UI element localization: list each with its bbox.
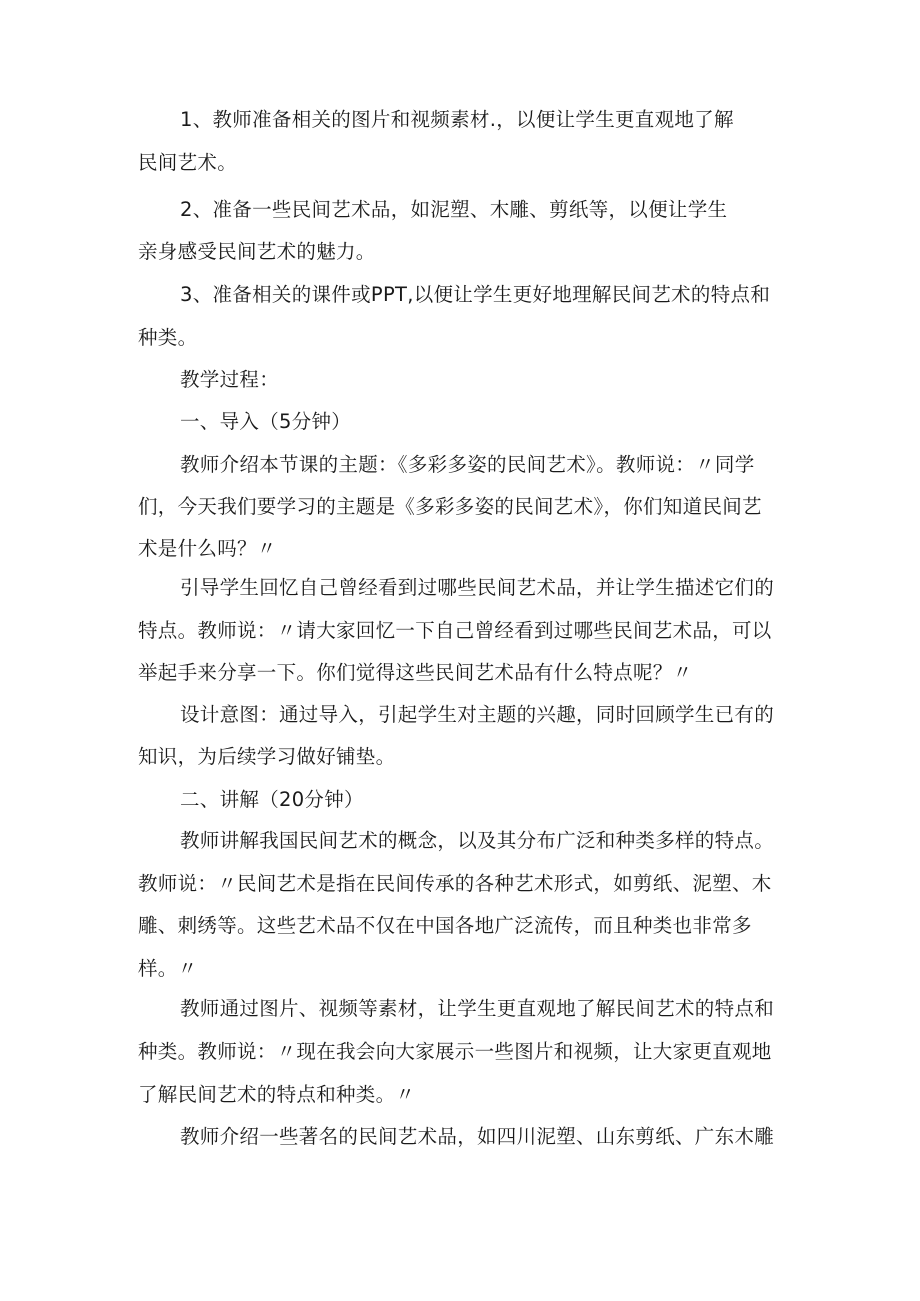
section-heading-explain: 二、讲解（20分钟） (180, 788, 364, 811)
text-line-13: 特点。教师说：〃请大家回忆一下自己曾经看到过哪些民间艺术品，可以 (138, 619, 772, 642)
text-line-9: 教师介绍本节课的主题：《多彩多姿的民间艺术》。教师说：〃同学 (180, 453, 755, 476)
text-line-5: 3、准备相关的课件或PPT,以便让学生更好地理解民间艺术的特点和 (180, 283, 771, 306)
text-line-2: 民间艺术。 (138, 151, 238, 174)
text-line-15: 设计意图：通过导入，引起学生对主题的兴趣，同时回顾学生已有的 (180, 703, 775, 726)
text-line-3: 2、准备一些民间艺术品，如泥塑、木雕、剪纸等，以便让学生 (180, 198, 728, 221)
text-line-12: 引导学生回忆自己曾经看到过哪些民间艺术品，并让学生描述它们的 (180, 576, 775, 599)
text-line-1: 1、教师准备相关的图片和视频素材.，以便让学生更直观地了解 (180, 108, 734, 131)
text-line-18: 教师讲解我国民间艺术的概念，以及其分布广泛和种类多样的特点。 (180, 829, 775, 852)
text-line-11: 术是什么吗？〃 (138, 537, 277, 560)
text-line-4: 亲身感受民间艺术的魅力。 (138, 240, 376, 263)
text-line-23: 种类。教师说：〃现在我会向大家展示一些图片和视频，让大家更直观地 (138, 1040, 772, 1063)
section-heading-process: 教学过程： (180, 368, 280, 391)
text-line-24: 了解民间艺术的特点和种类。〃 (138, 1083, 416, 1106)
text-line-19: 教师说：〃民间艺术是指在民间传承的各种艺术形式，如剪纸、泥塑、木 (138, 872, 772, 895)
text-line-25: 教师介绍一些著名的民间艺术品，如四川泥塑、山东剪纸、广东木雕 (180, 1125, 775, 1148)
text-line-14: 举起手来分享一下。你们觉得这些民间艺术品有什么特点呢？〃 (138, 661, 693, 684)
text-line-20: 雕、刺绣等。这些艺术品不仅在中国各地广泛流传，而且种类也非常多 (138, 914, 752, 937)
text-line-10: 们，今天我们要学习的主题是《多彩多姿的民间艺术》，你们知道民间艺 (138, 495, 762, 518)
text-line-6: 种类。 (138, 326, 198, 349)
text-line-21: 样。〃 (138, 957, 198, 980)
text-line-22: 教师通过图片、视频等素材，让学生更直观地了解民间艺术的特点和 (180, 997, 775, 1020)
text-line-16: 知识，为后续学习做好铺垫。 (138, 745, 396, 768)
section-heading-intro: 一、导入（5分钟） (180, 410, 352, 433)
